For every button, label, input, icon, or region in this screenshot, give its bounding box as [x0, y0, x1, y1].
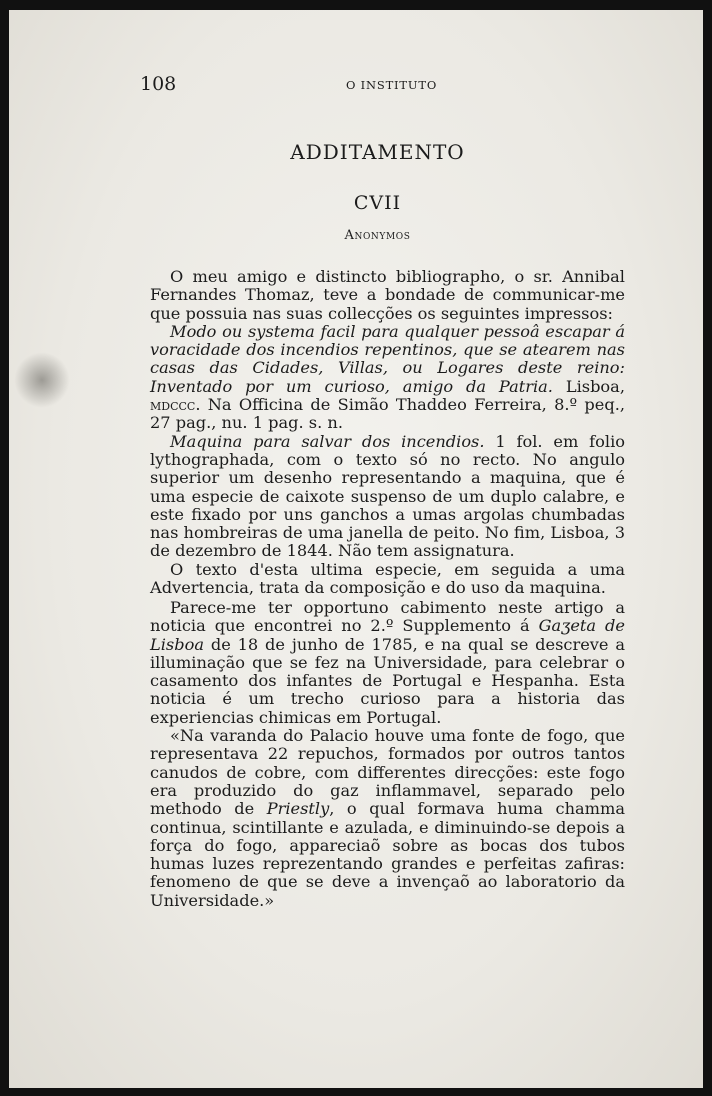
- person-name: Priestly: [266, 799, 330, 819]
- section-number: CVII: [353, 192, 402, 214]
- article-body-2: [150, 599, 625, 910]
- newspaper-title: Gaʒeta de Lisboa: [150, 616, 625, 654]
- quotation: «Na varanda do Palacio houve uma fonte de fogo, que representava 22 repuchos, formados por outros tantos canudos de cobre, com differentes direcções: este fogo era produzido do gaz inflammavel, separado pelo methodo de Priestly, o qual formava huma chamma continua, scintillante e azulada, e diminuindo-se depois a força do fogo, appareciaõ sobre as bocas dos tubos humas luzes reprezentando grandes e perfeitas zafiras: fenomeno de que se deve a invençaõ ao laboratorio da Universidade.»: [150, 726, 625, 910]
- scan-border-right: [703, 0, 712, 1096]
- scan-border-left: [0, 0, 9, 1096]
- paragraph: Parece-me ter opportuno cabimento neste artigo a noticia que encontrei no 2.º Supplemento á Gaʒeta de Lisboa de 18 de junho de 1785, e na qual se descreve a illuminação que se fez na Universidade, para celebrar o casamento dos infantes de Portugal e Hespanha. Esta noticia é um trecho curioso para a historia das experiencias chimicas em Portugal.: [150, 598, 625, 727]
- paragraph: Maquina para salvar dos incendios. 1 fol. em folio lythographada, com o texto só no recto. No angulo superior um desenho representando a maquina, que é uma especie de caixote suspenso de um duplo calabre, e este fixado por uns ganchos a umas argolas chumbadas nas hombreiras de uma janella de peito. No fim, Lisboa, 3 de dezembro de 1844. Não tem assignatura.: [150, 431, 625, 561]
- page-number: 108: [140, 73, 177, 95]
- book-title: Modo ou systema facil para qualquer pessoâ escapar á voracidade dos incendios repentinos, que se atearem nas casas das Cidades, Villas, ou Logares deste reino: Inventado por um curioso, amigo da Patria.: [150, 321, 625, 396]
- paragraph: O texto d'esta ultima especie, em seguida a uma Advertencia, trata da composição e do uso da maquina.: [150, 559, 625, 598]
- page-stain: [14, 352, 70, 408]
- book-title: Maquina para salvar dos incendios.: [170, 431, 485, 451]
- article-body-1: [150, 268, 625, 597]
- author-heading: Anonymos: [344, 228, 411, 243]
- paragraph: Modo ou systema facil para qualquer pessoâ escapar á voracidade dos incendios repentinos, que se atearem nas casas das Cidades, Villas, ou Logares deste reino: Inventado por um curioso, amigo da Patria. Lisboa, mdccc. Na Officina de Simão Thaddeo Ferreira, 8.º peq., 27 pag., nu. 1 pag. s. n.: [150, 321, 625, 433]
- running-head: [140, 73, 695, 97]
- section-title: ADDITAMENTO: [290, 140, 465, 164]
- scan-border-bottom: [0, 1088, 712, 1096]
- paragraph: O meu amigo e distincto bibliographo, o sr. Annibal Fernandes Thomaz, teve a bondade de communicar-me que possuia nas suas collecções os seguintes impressos:: [150, 267, 625, 323]
- scan-border-top: [0, 0, 712, 10]
- journal-title: O INSTITUTO: [346, 78, 438, 92]
